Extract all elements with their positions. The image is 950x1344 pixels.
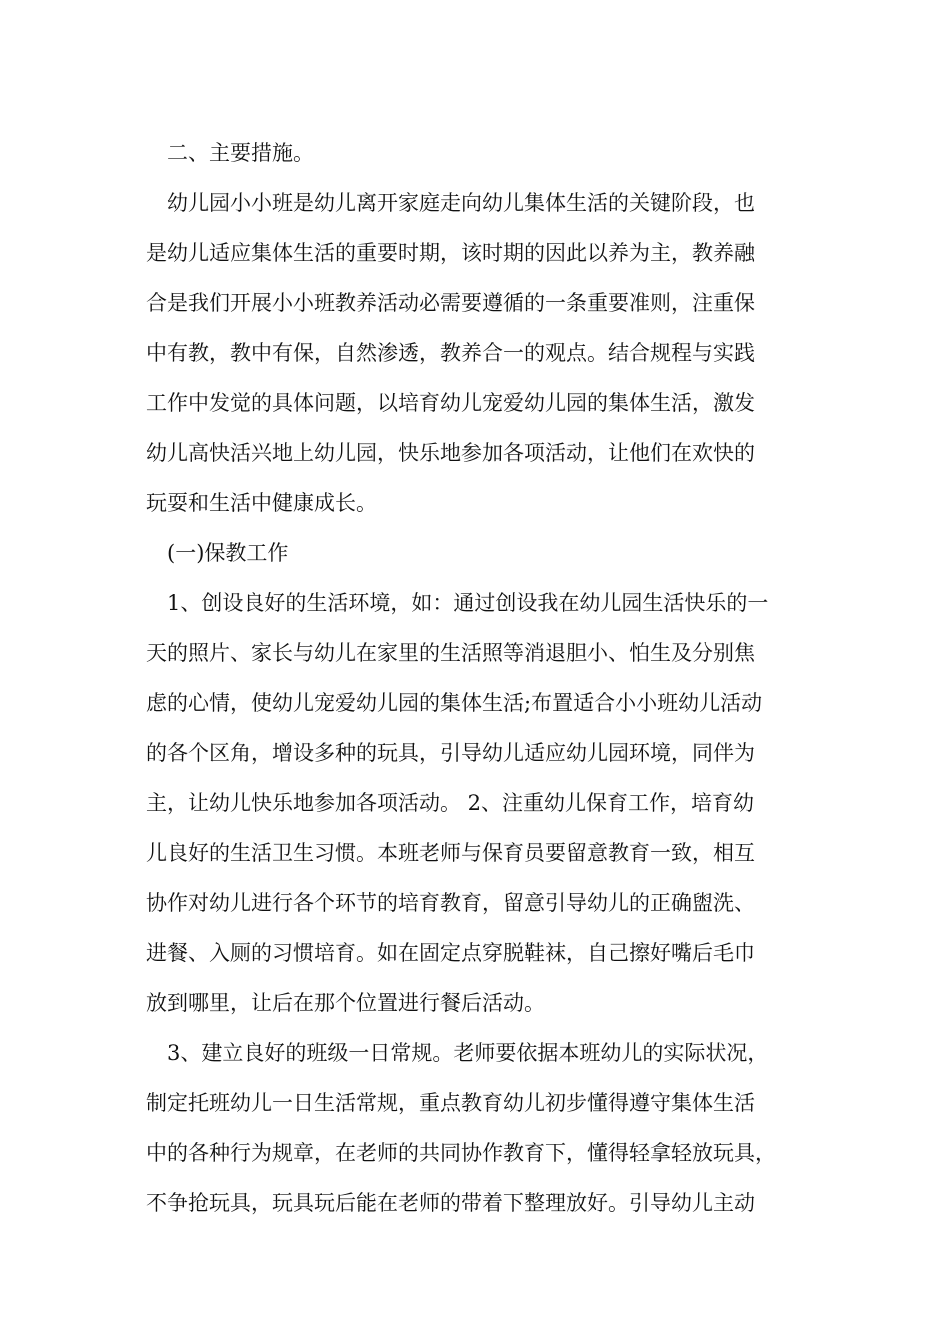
paragraph-line: 儿良好的生活卫生习惯。本班老师与保育员要留意教育一致，相互 [146, 841, 755, 865]
subsection-heading: (一)保教工作 [146, 541, 289, 565]
paragraph-line: 3、建立良好的班级一日常规。老师要依据本班幼儿的实际状况， [146, 1041, 769, 1065]
paragraph-line: 是幼儿适应集体生活的重要时期，该时期的因此以养为主，教养融 [146, 241, 755, 265]
paragraph-line: 幼儿园小小班是幼儿离开家庭走向幼儿集体生活的关键阶段，也 [146, 191, 755, 215]
paragraph-line: 中有教，教中有保，自然渗透，教养合一的观点。结合规程与实践 [146, 341, 755, 365]
paragraph-line: 中的各种行为规章，在老师的共同协作教育下，懂得轻拿轻放玩具， [146, 1141, 776, 1165]
paragraph-line: 放到哪里，让后在那个位置进行餐后活动。 [146, 991, 545, 1015]
paragraph-line: 玩耍和生活中健康成长。 [146, 491, 377, 515]
paragraph-line: 合是我们开展小小班教养活动必需要遵循的一条重要准则，注重保 [146, 291, 755, 315]
paragraph-line: 幼儿高快活兴地上幼儿园，快乐地参加各项活动，让他们在欢快的 [146, 441, 755, 465]
paragraph-line: 的各个区角，增设多种的玩具，引导幼儿适应幼儿园环境，同伴为 [146, 741, 755, 765]
paragraph-line: 虑的心情，使幼儿宠爱幼儿园的集体生活;布置适合小小班幼儿活动 [146, 691, 763, 715]
paragraph-line: 进餐、入厕的习惯培育。如在固定点穿脱鞋袜，自己擦好嘴后毛巾 [146, 941, 755, 965]
section-heading: 二、主要措施。 [146, 141, 314, 165]
paragraph-line: 制定托班幼儿一日生活常规，重点教育幼儿初步懂得遵守集体生活 [146, 1091, 755, 1115]
paragraph-line: 工作中发觉的具体问题，以培育幼儿宠爱幼儿园的集体生活，激发 [146, 391, 755, 415]
paragraph-line: 主，让幼儿快乐地参加各项活动。 2、注重幼儿保育工作，培育幼 [146, 791, 755, 815]
paragraph-line: 协作对幼儿进行各个环节的培育教育，留意引导幼儿的正确盥洗、 [146, 891, 755, 915]
paragraph-line: 天的照片、家长与幼儿在家里的生活照等消退胆小、怕生及分别焦 [146, 641, 755, 665]
document-body [146, 128, 836, 1228]
paragraph-line: 不争抢玩具，玩具玩后能在老师的带着下整理放好。引导幼儿主动 [146, 1191, 755, 1215]
paragraph-line: 1、创设良好的生活环境，如：通过创设我在幼儿园生活快乐的一 [146, 591, 769, 615]
